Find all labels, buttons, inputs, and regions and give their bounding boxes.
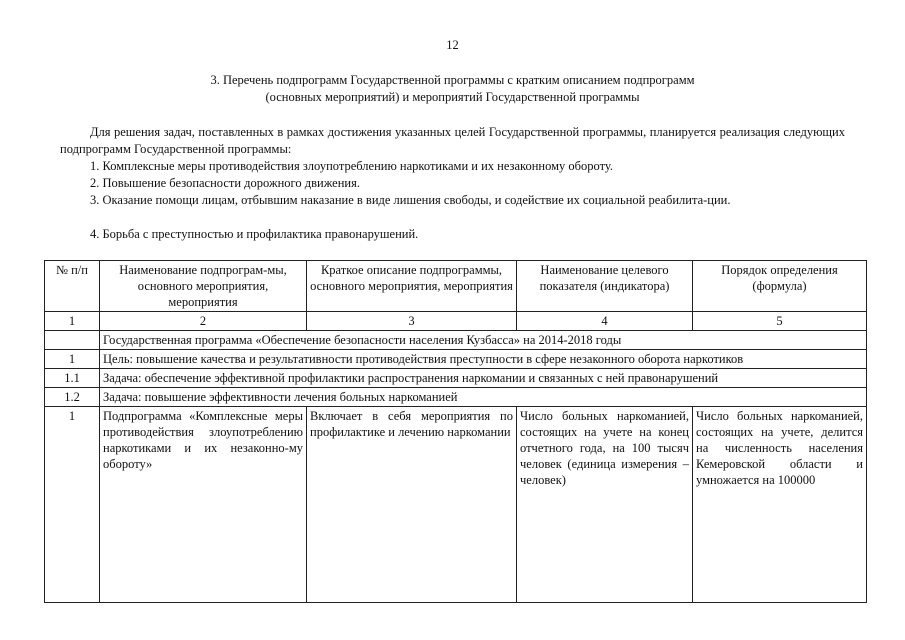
col-number-3: 3 (307, 312, 517, 331)
goal-row-text: Цель: повышение качества и результативности противодействия преступности в сфере незаконного оборота наркотиков (100, 350, 867, 369)
subprogram-row-number: 1 (45, 407, 100, 603)
list-item-4: 4. Борьба с преступностью и профилактика правонарушений. (90, 227, 419, 241)
program-row (45, 331, 867, 350)
list-item-2: 2. Повышение безопасности дорожного движения. (90, 176, 360, 190)
section-heading-line-1: 3. Перечень подпрограмм Государственной программы с кратким описанием подпрограмм (210, 73, 695, 87)
col-number-2: 2 (100, 312, 307, 331)
header-number: № п/п (45, 261, 100, 312)
subprogram-description: Включает в себя мероприятия по профилактике и лечению наркомании (307, 407, 517, 603)
col-number-1: 1 (45, 312, 100, 331)
section-heading-line-2: (основных мероприятий) и мероприятий Государственной программы (265, 90, 640, 104)
header-name: Наименование подпрограм-мы, основного мероприятия, мероприятия (100, 261, 307, 312)
list-item-3: 3. Оказание помощи лицам, отбывшим наказание в виде лишения свободы, и содействие их социальной реабилита-ции. (90, 193, 731, 207)
subprogram-formula: Число больных наркоманией, состоящих на учете, делится на численность населения Кемеровской области и умножается на 100000 (693, 407, 867, 603)
program-row-number (45, 331, 100, 350)
table-header-row (45, 261, 867, 312)
col-number-5: 5 (693, 312, 867, 331)
task-row-text: Задача: повышение эффективности лечения больных наркоманией (100, 388, 867, 407)
col-number-4: 4 (517, 312, 693, 331)
subprogram-name: Подпрограмма «Комплексные меры противодействия злоупотреблению наркотиками и их незаконно-му обороту» (100, 407, 307, 603)
page-number: 12 (446, 38, 459, 52)
intro-paragraph: Для решения задач, поставленных в рамках достижения указанных целей Государственной программы, планируется реализация следующих подпрограмм Государственной программы: (60, 125, 845, 156)
task-row (45, 388, 867, 407)
table-column-numbers-row (45, 312, 867, 331)
task-row (45, 369, 867, 388)
goal-row (45, 350, 867, 369)
header-description: Краткое описание подпрограммы, основного мероприятия, мероприятия (307, 261, 517, 312)
program-row-text: Государственная программа «Обеспечение безопасности населения Кузбасса» на 2014-2018 годы (100, 331, 867, 350)
subprogram-indicator: Число больных наркоманией, состоящих на учете на конец отчетного года, на 100 тысяч человек (единица измерения – человек) (517, 407, 693, 603)
subprogram-row (45, 407, 867, 603)
subprograms-table (44, 260, 867, 603)
header-formula: Порядок определения (формула) (693, 261, 867, 312)
section-heading (60, 72, 845, 106)
task-row-number: 1.1 (45, 369, 100, 388)
task-row-number: 1.2 (45, 388, 100, 407)
goal-row-number: 1 (45, 350, 100, 369)
list-item-1: 1. Комплексные меры противодействия злоупотреблению наркотиками и их незаконному обороту. (90, 159, 613, 173)
task-row-text: Задача: обеспечение эффективной профилактики распространения наркомании и связанных с ней правонарушений (100, 369, 867, 388)
header-indicator: Наименование целевого показателя (индикатора) (517, 261, 693, 312)
